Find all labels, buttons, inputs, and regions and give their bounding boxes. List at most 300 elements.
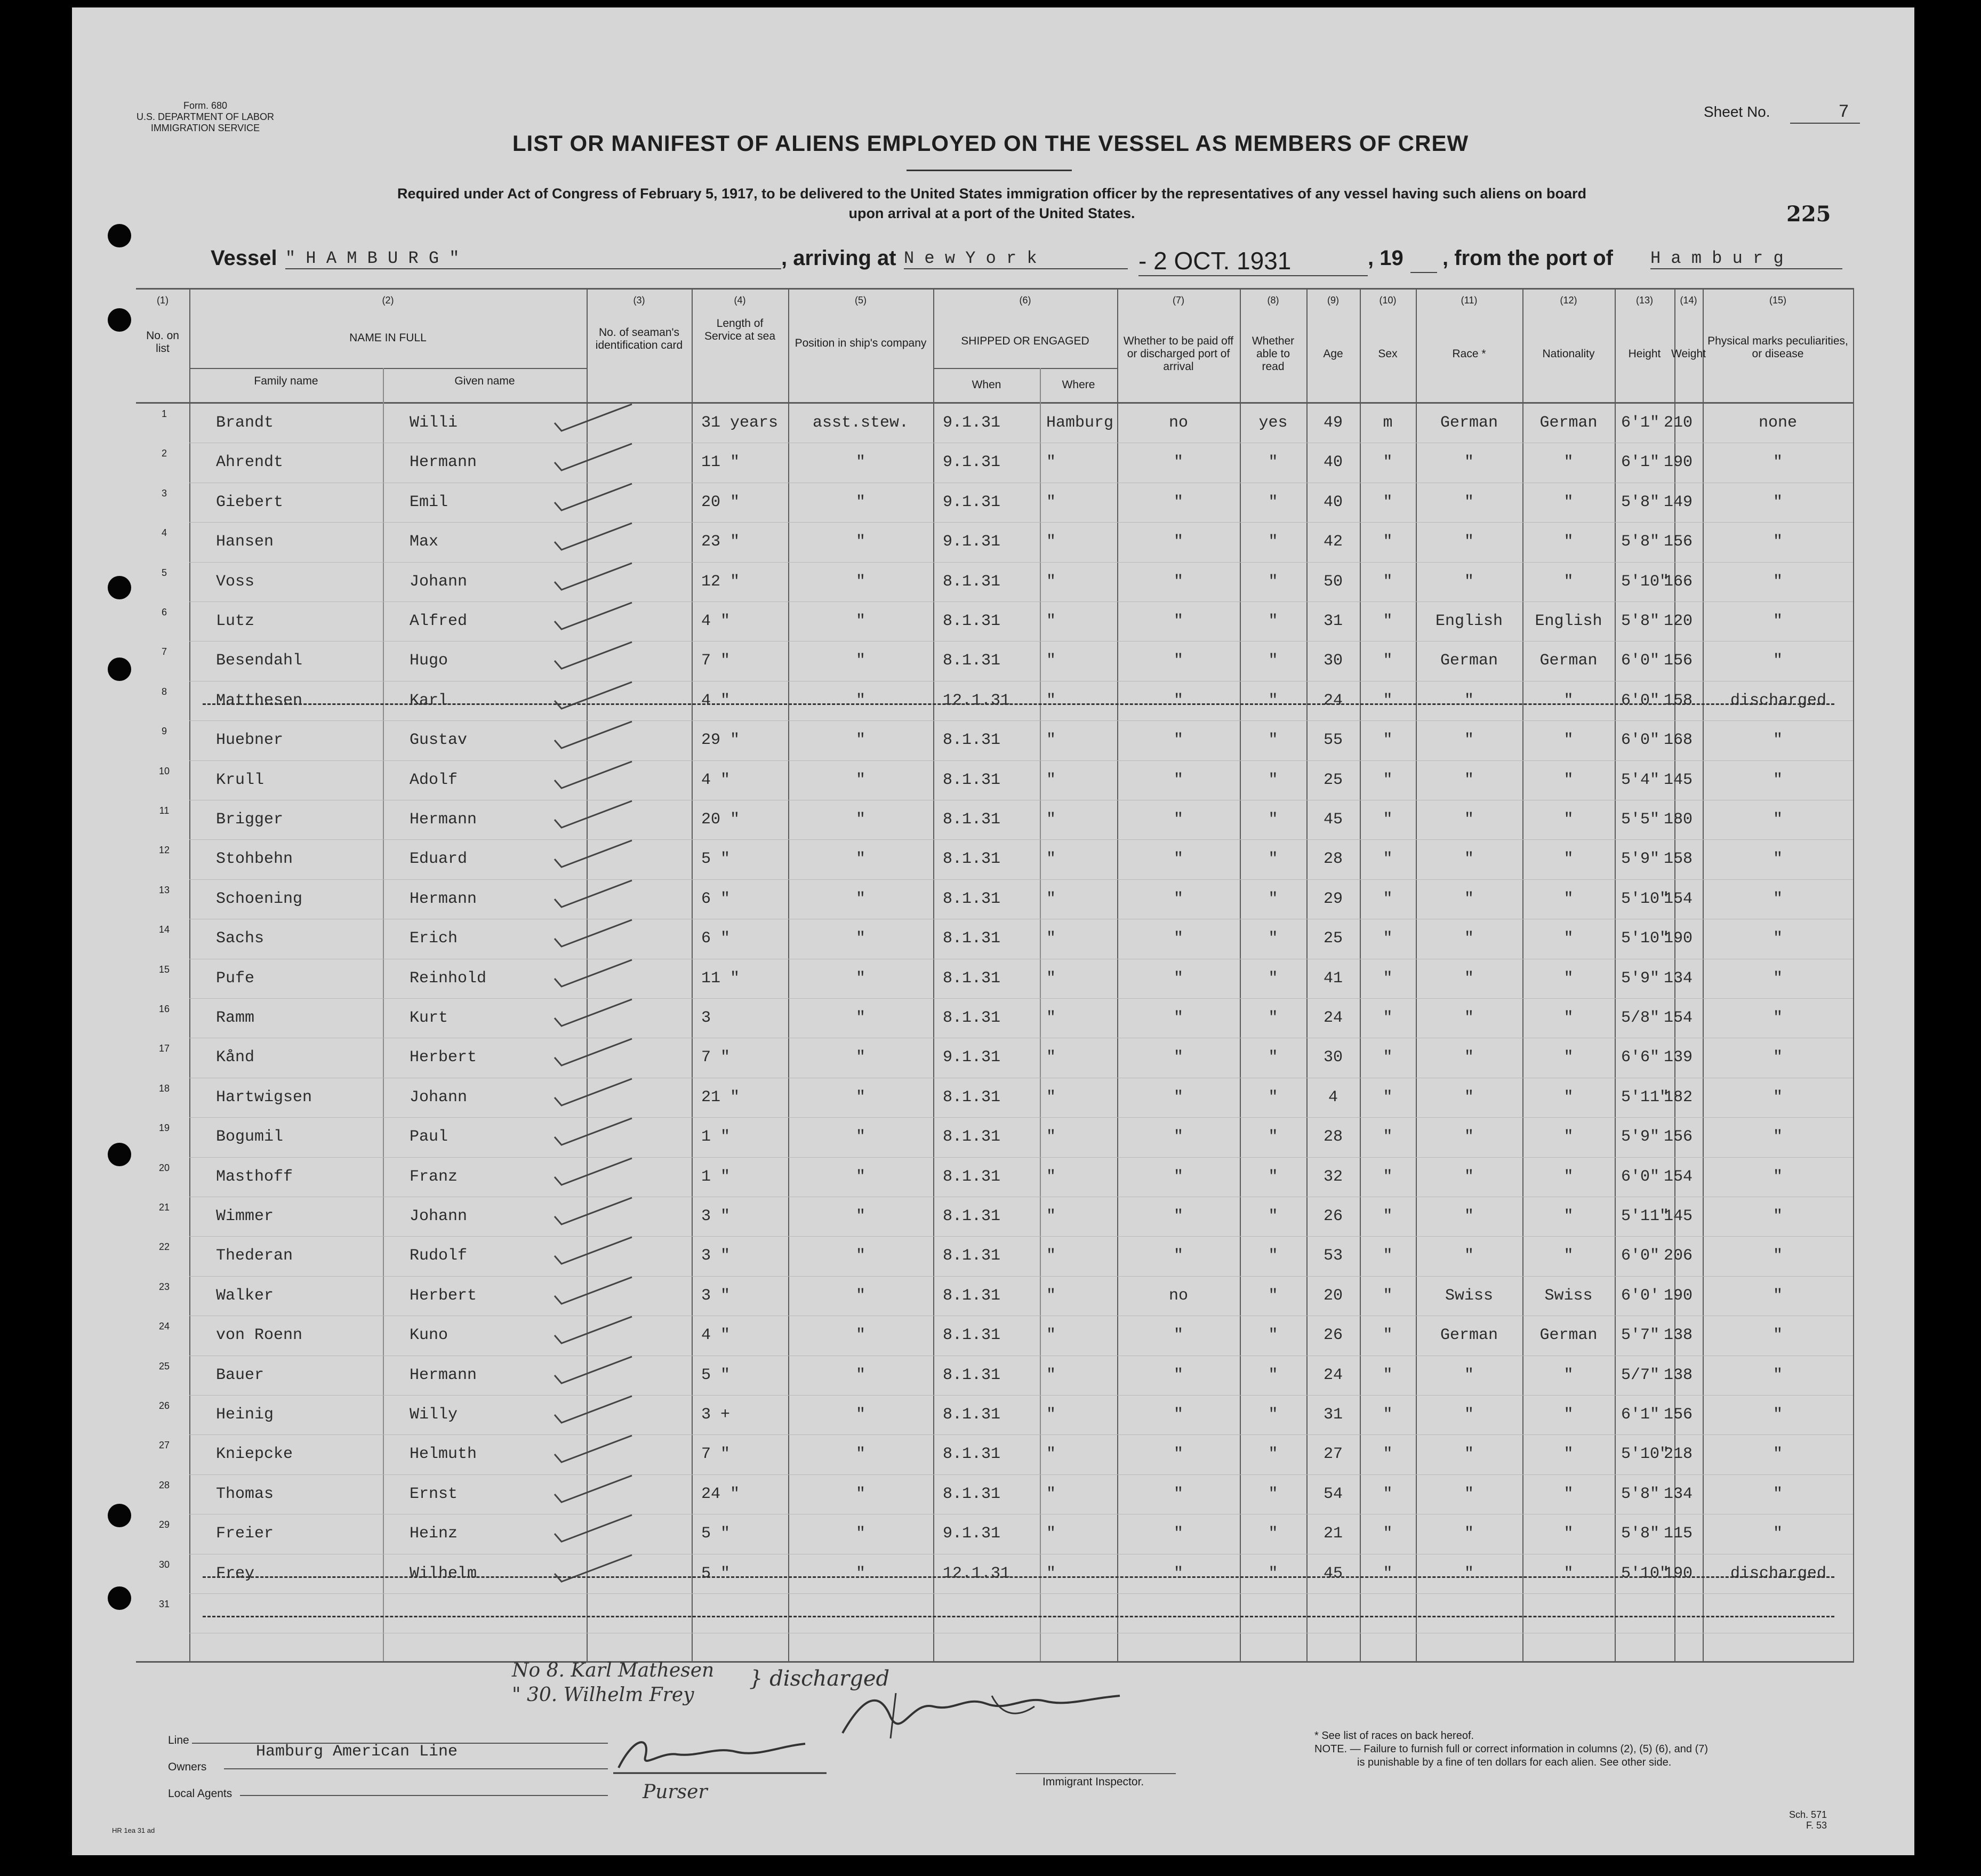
cell-height: 5'9" bbox=[1621, 1128, 1660, 1147]
cell-where: " bbox=[1046, 1286, 1056, 1305]
cell-paid: " bbox=[1173, 612, 1183, 630]
cell-weight: 210 bbox=[1664, 414, 1693, 432]
cell-where: " bbox=[1046, 811, 1056, 829]
cell-weight: 154 bbox=[1664, 1009, 1693, 1027]
col-num-4: (4) bbox=[734, 295, 746, 306]
cell-race: " bbox=[1464, 1525, 1474, 1543]
cell-paid: " bbox=[1173, 1167, 1183, 1186]
row-number: 27 bbox=[158, 1440, 170, 1451]
row-number: 11 bbox=[159, 805, 170, 816]
cell-where: " bbox=[1046, 1009, 1056, 1027]
cell-height: 5/7" bbox=[1621, 1366, 1660, 1384]
cell-weight: 158 bbox=[1664, 691, 1693, 710]
row-number: 30 bbox=[158, 1559, 170, 1570]
cell-marks: " bbox=[1773, 850, 1783, 869]
cell-paid: " bbox=[1173, 1326, 1183, 1345]
table-top-rule bbox=[136, 288, 1853, 290]
cell-race: " bbox=[1464, 493, 1474, 511]
departure-port: H a m b u r g bbox=[1650, 248, 1842, 269]
cell-read: " bbox=[1268, 1326, 1278, 1345]
cell-age: 25 bbox=[1323, 771, 1343, 789]
cell-weight: 156 bbox=[1664, 1128, 1693, 1147]
cell-height: 5'8" bbox=[1621, 493, 1660, 511]
cell-nat: " bbox=[1563, 969, 1574, 988]
cell-position: " bbox=[855, 691, 865, 710]
cell-when: 9.1.31 bbox=[943, 493, 1001, 511]
cell-service: 6 " bbox=[701, 929, 731, 948]
row-number: 31 bbox=[158, 1599, 170, 1609]
form-department: U.S. DEPARTMENT OF LABOR bbox=[136, 111, 275, 122]
cell-paid: " bbox=[1173, 850, 1183, 869]
cell-given: Eduard bbox=[410, 850, 468, 869]
cell-family: Ahrendt bbox=[216, 453, 284, 472]
cell-read: " bbox=[1268, 1525, 1278, 1543]
check-mark bbox=[552, 481, 643, 518]
cell-sex: " bbox=[1383, 1088, 1393, 1107]
footer-note bbox=[1314, 1729, 1708, 1769]
cell-weight: 190 bbox=[1664, 1564, 1693, 1583]
header-bottom-rule bbox=[136, 402, 1853, 404]
cell-height: 6'1" bbox=[1621, 1406, 1660, 1424]
cell-family: Frey bbox=[216, 1564, 255, 1583]
cell-read: " bbox=[1268, 612, 1278, 630]
header-length-of-service: Length of Service at sea bbox=[704, 317, 776, 342]
check-mark bbox=[552, 917, 643, 955]
cell-race: " bbox=[1464, 572, 1474, 591]
schedule-code: Sch. 571 F. 53 bbox=[1789, 1809, 1827, 1831]
cell-age: 24 bbox=[1323, 691, 1343, 710]
cell-paid: " bbox=[1173, 889, 1183, 908]
row-number: 5 bbox=[161, 567, 167, 578]
cell-race: " bbox=[1464, 533, 1474, 551]
header-id-card: No. of seaman's identification card bbox=[595, 326, 683, 351]
cell-race: English bbox=[1435, 612, 1503, 630]
cell-height: 5'10" bbox=[1621, 889, 1670, 908]
cell-read: " bbox=[1268, 453, 1278, 472]
row-number: 6 bbox=[161, 607, 167, 618]
cell-age: 25 bbox=[1323, 929, 1343, 948]
sheet-label: Sheet No. bbox=[1704, 103, 1770, 120]
cell-family: Hartwigsen bbox=[216, 1088, 312, 1107]
check-mark bbox=[552, 441, 643, 478]
row-number: 22 bbox=[158, 1241, 170, 1253]
print-code: HR 1ea 31 ad bbox=[112, 1826, 155, 1834]
cell-where: " bbox=[1046, 1207, 1056, 1225]
cell-nat: English bbox=[1535, 612, 1602, 630]
cell-height: 5'11" bbox=[1621, 1207, 1670, 1225]
cell-position: " bbox=[855, 929, 865, 948]
cell-given: Kurt bbox=[410, 1009, 448, 1027]
cell-nat: " bbox=[1563, 1167, 1574, 1186]
cell-nat: German bbox=[1539, 414, 1598, 432]
row-rule bbox=[189, 681, 1853, 682]
cell-family: Brigger bbox=[216, 811, 284, 829]
cell-read: " bbox=[1268, 1088, 1278, 1107]
cell-nat: German bbox=[1539, 1326, 1598, 1345]
cell-paid: " bbox=[1173, 1564, 1183, 1583]
cell-given: Johann bbox=[410, 572, 468, 591]
cell-nat: " bbox=[1563, 493, 1574, 511]
cell-weight: 206 bbox=[1664, 1247, 1693, 1265]
cell-where: " bbox=[1046, 493, 1056, 511]
line-label: Line bbox=[168, 1734, 189, 1746]
cell-where: " bbox=[1046, 1564, 1056, 1583]
cell-given: Herbert bbox=[410, 1286, 477, 1305]
cell-given: Ernst bbox=[410, 1485, 458, 1503]
cell-read: " bbox=[1268, 691, 1278, 710]
cell-position: " bbox=[855, 1485, 865, 1503]
cell-nat: " bbox=[1563, 1406, 1574, 1424]
cell-family: Wimmer bbox=[216, 1207, 274, 1225]
col-num-15: (15) bbox=[1769, 295, 1786, 306]
col-num-1: (1) bbox=[157, 295, 169, 306]
cell-family: Besendahl bbox=[216, 652, 303, 670]
cell-sex: " bbox=[1383, 771, 1393, 789]
note-discharged: } discharged bbox=[749, 1666, 890, 1691]
note-line-8: No 8. Karl Mathesen bbox=[512, 1659, 715, 1681]
cell-service: 3 " bbox=[701, 1247, 731, 1265]
cell-read: " bbox=[1268, 771, 1278, 789]
cell-service: 29 " bbox=[701, 731, 740, 750]
cell-family: Kniepcke bbox=[216, 1445, 293, 1464]
cell-nat: " bbox=[1563, 1247, 1574, 1265]
cell-when: 8.1.31 bbox=[943, 1485, 1001, 1503]
cell-paid: " bbox=[1173, 453, 1183, 472]
cell-service: 4 " bbox=[701, 612, 731, 630]
cell-family: Giebert bbox=[216, 493, 284, 511]
cell-race: Swiss bbox=[1445, 1286, 1493, 1305]
cell-height: 6'0" bbox=[1621, 691, 1660, 710]
row-rule bbox=[189, 1593, 1853, 1594]
header-physical-marks: Physical marks peculiarities, or disease bbox=[1707, 335, 1848, 360]
cell-where: " bbox=[1046, 1167, 1056, 1186]
cell-marks: " bbox=[1773, 453, 1783, 472]
row-number: 26 bbox=[158, 1400, 170, 1411]
cell-sex: " bbox=[1383, 652, 1393, 670]
cell-service: 21 " bbox=[701, 1088, 740, 1107]
check-mark bbox=[552, 1156, 643, 1193]
check-mark bbox=[552, 1354, 643, 1391]
cell-age: 31 bbox=[1323, 1406, 1343, 1424]
cell-when: 8.1.31 bbox=[943, 929, 1001, 948]
cell-age: 20 bbox=[1323, 1286, 1343, 1305]
cell-service: 3 " bbox=[701, 1286, 731, 1305]
header-able-to-read: Whether able to read bbox=[1252, 335, 1295, 373]
cell-read: " bbox=[1268, 811, 1278, 829]
cell-when: 8.1.31 bbox=[943, 612, 1001, 630]
cell-marks: none bbox=[1758, 414, 1797, 432]
penalty-note-2: is punishable by a fine of ten dollars for each alien. See other side. bbox=[1357, 1757, 1672, 1768]
cell-nat: " bbox=[1563, 811, 1574, 829]
row-rule bbox=[189, 998, 1853, 999]
cell-paid: no bbox=[1168, 1286, 1188, 1305]
arriving-label: , arriving at bbox=[781, 246, 896, 270]
row-rule bbox=[189, 720, 1853, 721]
handwritten-discharge-note bbox=[512, 1658, 714, 1707]
cell-sex: " bbox=[1383, 1525, 1393, 1543]
cell-given: Helmuth bbox=[410, 1445, 477, 1464]
cell-weight: 154 bbox=[1664, 1167, 1693, 1186]
cell-height: 5'11" bbox=[1621, 1088, 1670, 1107]
cell-sex: " bbox=[1383, 691, 1393, 710]
cell-marks: " bbox=[1773, 612, 1783, 630]
check-mark bbox=[552, 1036, 643, 1073]
cell-given: Willi bbox=[410, 414, 458, 432]
cell-age: 53 bbox=[1323, 1247, 1343, 1265]
cell-age: 4 bbox=[1328, 1088, 1338, 1107]
cell-read: " bbox=[1268, 1445, 1278, 1464]
row-rule bbox=[189, 1474, 1853, 1475]
row-number: 16 bbox=[158, 1004, 170, 1014]
col-num-2: (2) bbox=[382, 295, 394, 306]
cell-where: " bbox=[1046, 771, 1056, 789]
cell-nat: " bbox=[1563, 1445, 1574, 1464]
cell-race: German bbox=[1440, 414, 1498, 432]
cell-family: Voss bbox=[216, 572, 255, 591]
row-number: 12 bbox=[158, 845, 170, 856]
cell-marks: " bbox=[1773, 1207, 1783, 1225]
cell-when: 9.1.31 bbox=[943, 1525, 1001, 1543]
cell-sex: " bbox=[1383, 1326, 1393, 1345]
cell-family: Kånd bbox=[216, 1048, 255, 1067]
cell-service: 7 " bbox=[701, 652, 731, 670]
cell-when: 9.1.31 bbox=[943, 1048, 1001, 1067]
cell-service: 5 " bbox=[701, 850, 731, 869]
agents-blank bbox=[240, 1795, 608, 1796]
cell-paid: " bbox=[1173, 1247, 1183, 1265]
cell-age: 29 bbox=[1323, 889, 1343, 908]
cell-where: " bbox=[1046, 1128, 1056, 1147]
cell-race: " bbox=[1464, 1088, 1474, 1107]
cell-height: 5'9" bbox=[1621, 969, 1660, 988]
inspector-label: Immigrant Inspector. bbox=[1042, 1776, 1144, 1788]
cell-when: 8.1.31 bbox=[943, 771, 1001, 789]
row-number: 7 bbox=[161, 646, 167, 658]
cell-position: " bbox=[855, 493, 865, 511]
cell-position: " bbox=[855, 1366, 865, 1384]
cell-position: " bbox=[855, 1167, 865, 1186]
cell-service: 5 " bbox=[701, 1366, 731, 1384]
cell-where: " bbox=[1046, 969, 1056, 988]
local-agents-label: Local Agents bbox=[168, 1787, 232, 1800]
cell-sex: " bbox=[1383, 1445, 1393, 1464]
row-number: 15 bbox=[158, 964, 170, 975]
cell-family: Krull bbox=[216, 771, 264, 789]
cell-nat: German bbox=[1539, 652, 1598, 670]
cell-nat: " bbox=[1563, 1564, 1574, 1583]
header-height: Height bbox=[1628, 348, 1661, 360]
cell-service: 4 " bbox=[701, 771, 731, 789]
cell-nat: " bbox=[1563, 889, 1574, 908]
cell-paid: " bbox=[1173, 1048, 1183, 1067]
col-num-9: (9) bbox=[1327, 295, 1339, 306]
cell-given: Johann bbox=[410, 1088, 468, 1107]
cell-height: 5'8" bbox=[1621, 612, 1660, 630]
header-family-name: Family name bbox=[254, 375, 318, 387]
cell-age: 24 bbox=[1323, 1009, 1343, 1027]
cell-age: 28 bbox=[1323, 850, 1343, 869]
cell-family: von Roenn bbox=[216, 1326, 303, 1345]
cell-given: Hermann bbox=[410, 1366, 477, 1384]
cell-paid: " bbox=[1173, 969, 1183, 988]
cell-read: " bbox=[1268, 1247, 1278, 1265]
cell-service: 12 " bbox=[701, 572, 740, 591]
cell-marks: " bbox=[1773, 1525, 1783, 1543]
cell-read: " bbox=[1268, 889, 1278, 908]
cell-service: 4 " bbox=[701, 691, 731, 710]
cell-given: Rudolf bbox=[410, 1247, 468, 1265]
cell-height: 5'5" bbox=[1621, 811, 1660, 829]
cell-when: 8.1.31 bbox=[943, 652, 1001, 670]
cell-race: " bbox=[1464, 929, 1474, 948]
cell-position: " bbox=[855, 572, 865, 591]
cell-age: 55 bbox=[1323, 731, 1343, 750]
cell-where: " bbox=[1046, 572, 1056, 591]
cell-where: " bbox=[1046, 1445, 1056, 1464]
cell-race: " bbox=[1464, 1247, 1474, 1265]
header-paid-off: Whether to be paid off or discharged port of arrival bbox=[1123, 335, 1234, 373]
cell-where: " bbox=[1046, 1247, 1056, 1265]
row-number: 2 bbox=[161, 448, 167, 459]
form-number: Form. 680 bbox=[183, 100, 228, 111]
row-rule bbox=[189, 1434, 1853, 1435]
cell-position: " bbox=[855, 1445, 865, 1464]
cell-marks: " bbox=[1773, 969, 1783, 988]
row-number: 19 bbox=[158, 1123, 170, 1134]
cell-family: Bogumil bbox=[216, 1128, 284, 1147]
cell-race: " bbox=[1464, 889, 1474, 908]
header-race: Race * bbox=[1452, 348, 1486, 360]
check-mark bbox=[552, 1393, 643, 1431]
check-mark bbox=[552, 679, 643, 717]
cell-family: Thederan bbox=[216, 1247, 293, 1265]
cell-position: " bbox=[855, 889, 865, 908]
cell-marks: " bbox=[1773, 1128, 1783, 1147]
cell-read: " bbox=[1268, 1009, 1278, 1027]
cell-weight: 182 bbox=[1664, 1088, 1693, 1107]
cell-service: 1 " bbox=[701, 1167, 731, 1186]
document-title: LIST OR MANIFEST OF ALIENS EMPLOYED ON THE VESSEL AS MEMBERS OF CREW bbox=[512, 131, 1469, 156]
cell-when: 9.1.31 bbox=[943, 453, 1001, 472]
cell-given: Reinhold bbox=[410, 969, 487, 988]
cell-height: 5/8" bbox=[1621, 1009, 1660, 1027]
cell-position: " bbox=[855, 1048, 865, 1067]
row-rule bbox=[189, 879, 1853, 880]
cell-paid: " bbox=[1173, 1445, 1183, 1464]
owners-value: Hamburg American Line bbox=[256, 1743, 458, 1761]
cell-when: 8.1.31 bbox=[943, 572, 1001, 591]
cell-nat: " bbox=[1563, 1128, 1574, 1147]
cell-paid: " bbox=[1173, 572, 1183, 591]
cell-read: " bbox=[1268, 572, 1278, 591]
cell-when: 8.1.31 bbox=[943, 1286, 1001, 1305]
cell-race: " bbox=[1464, 1009, 1474, 1027]
cell-nat: " bbox=[1563, 771, 1574, 789]
row-number: 18 bbox=[158, 1083, 170, 1094]
cell-position: asst.stew. bbox=[812, 414, 909, 432]
row-number: 25 bbox=[158, 1360, 170, 1372]
cell-age: 40 bbox=[1323, 453, 1343, 472]
cell-weight: 156 bbox=[1664, 652, 1693, 670]
check-mark bbox=[552, 1195, 643, 1232]
cell-given: Willy bbox=[410, 1406, 458, 1424]
cell-age: 31 bbox=[1323, 612, 1343, 630]
check-mark bbox=[552, 1552, 643, 1590]
header-position: Position in ship's company bbox=[795, 337, 927, 349]
cell-when: 8.1.31 bbox=[943, 969, 1001, 988]
cell-read: " bbox=[1268, 1128, 1278, 1147]
column-rule bbox=[933, 288, 934, 1663]
cell-read: " bbox=[1268, 1286, 1278, 1305]
cell-read: " bbox=[1268, 850, 1278, 869]
row-number: 1 bbox=[161, 408, 167, 419]
title-rule bbox=[907, 170, 1072, 171]
cell-read: " bbox=[1268, 1048, 1278, 1067]
cell-service: 4 " bbox=[701, 1326, 731, 1345]
row-number: 14 bbox=[158, 924, 170, 935]
cell-race: " bbox=[1464, 1167, 1474, 1186]
row-rule bbox=[189, 522, 1853, 523]
cell-sex: " bbox=[1383, 731, 1393, 750]
cell-age: 45 bbox=[1323, 1564, 1343, 1583]
cell-paid: " bbox=[1173, 652, 1183, 670]
cell-nat: " bbox=[1563, 1207, 1574, 1225]
cell-age: 45 bbox=[1323, 811, 1343, 829]
cell-weight: 115 bbox=[1664, 1525, 1693, 1543]
cell-race: " bbox=[1464, 1485, 1474, 1503]
cell-sex: " bbox=[1383, 1286, 1393, 1305]
cell-marks: discharged bbox=[1730, 1564, 1827, 1583]
cell-sex: " bbox=[1383, 572, 1393, 591]
cell-age: 42 bbox=[1323, 533, 1343, 551]
cell-position: " bbox=[855, 969, 865, 988]
row-rule bbox=[189, 641, 1853, 642]
cell-height: 6'0" bbox=[1621, 731, 1660, 750]
check-mark bbox=[552, 402, 643, 439]
cell-paid: " bbox=[1173, 1366, 1183, 1384]
row-number: 20 bbox=[158, 1162, 170, 1173]
cell-family: Walker bbox=[216, 1286, 274, 1305]
cell-service: 31 years bbox=[701, 414, 779, 432]
cell-weight: 166 bbox=[1664, 572, 1693, 591]
header-name-in-full: NAME IN FULL bbox=[349, 332, 427, 344]
cell-age: 41 bbox=[1323, 969, 1343, 988]
cell-age: 21 bbox=[1323, 1525, 1343, 1543]
cell-position: " bbox=[855, 771, 865, 789]
cell-sex: " bbox=[1383, 1406, 1393, 1424]
cell-sex: m bbox=[1383, 414, 1393, 432]
cell-family: Bauer bbox=[216, 1366, 264, 1384]
cell-given: Heinz bbox=[410, 1525, 458, 1543]
cell-race: " bbox=[1464, 850, 1474, 869]
cell-weight: 180 bbox=[1664, 811, 1693, 829]
column-rule bbox=[692, 288, 693, 1663]
col-num-14: (14) bbox=[1680, 295, 1697, 306]
cell-marks: " bbox=[1773, 1247, 1783, 1265]
inspector-signature bbox=[832, 1685, 1130, 1744]
cell-weight: 156 bbox=[1664, 533, 1693, 551]
cell-sex: " bbox=[1383, 889, 1393, 908]
cell-service: 5 " bbox=[701, 1525, 731, 1543]
punch-hole bbox=[108, 1586, 131, 1610]
cell-age: 32 bbox=[1323, 1167, 1343, 1186]
cell-position: " bbox=[855, 731, 865, 750]
cell-service: 7 " bbox=[701, 1048, 731, 1067]
cell-service: 24 " bbox=[701, 1485, 740, 1503]
cell-marks: " bbox=[1773, 1406, 1783, 1424]
cell-race: " bbox=[1464, 1128, 1474, 1147]
cell-height: 5'10" bbox=[1621, 572, 1670, 591]
